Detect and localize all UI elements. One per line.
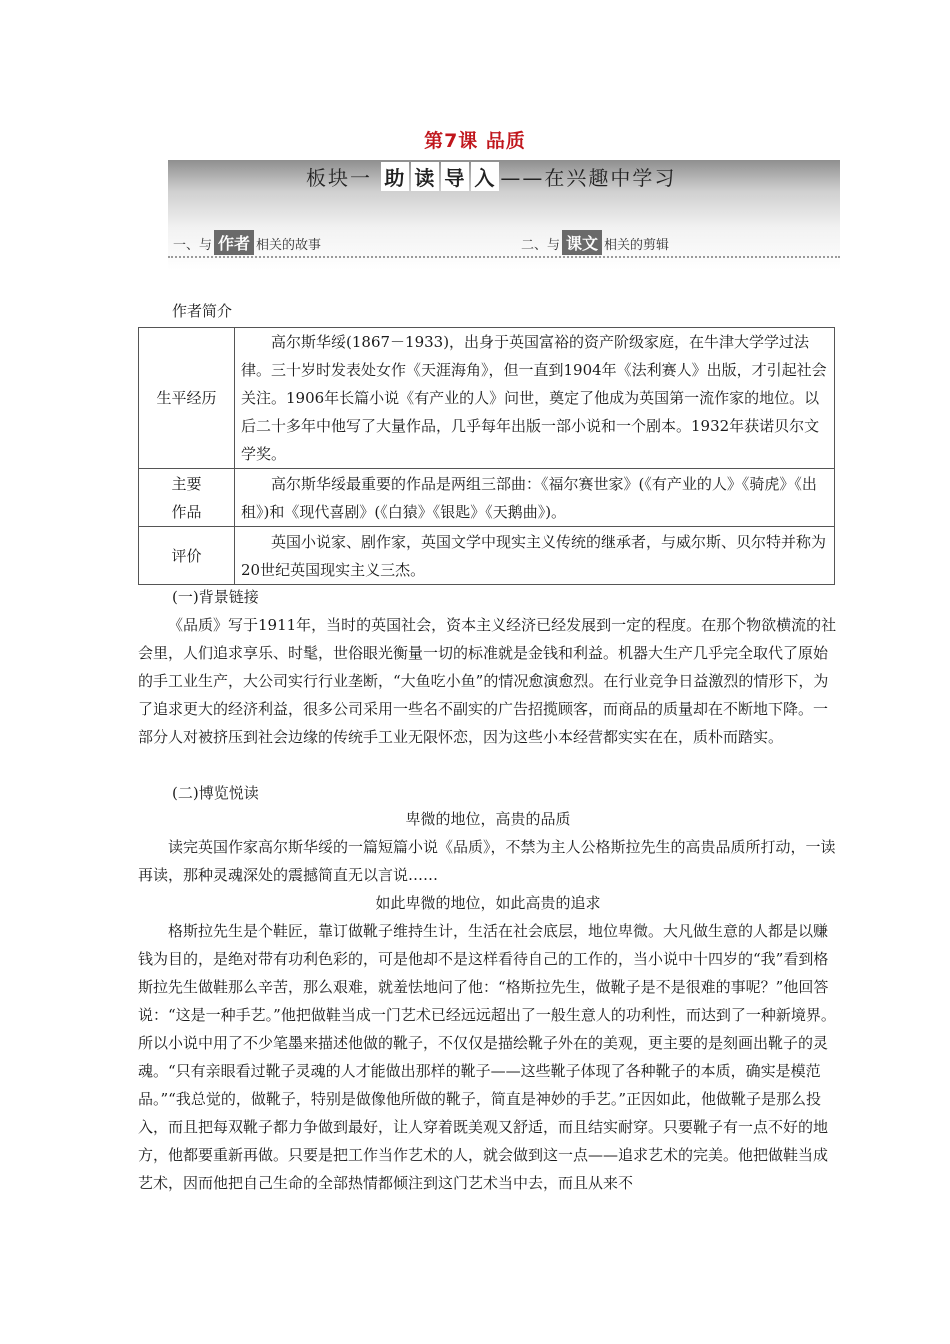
reading-heading: (二)博览悦读 [172, 784, 259, 802]
section-banner [168, 160, 840, 270]
row-label [139, 469, 235, 527]
section2-suffix: 相关的剪辑 [604, 238, 670, 253]
row-label-line: 主要 [171, 474, 202, 493]
row-label: 评价 [139, 527, 235, 585]
section2-prefix: 二、与 [521, 238, 561, 253]
background-heading: (一)背景链接 [172, 588, 259, 606]
background-text: 《品质》写于1911年，当时的英国社会，资本主义经济已经发展到一定的程度。在那个物欲横流的社会里，人们追求享乐、时髦，世俗眼光衡量一切的标准就是金钱和利益。机器大生产几乎完全取代了原始的手工业生产，大公司实行行业垄断，“大鱼吃小鱼”的情况愈演愈烈。在行业竞争日益激烈的情形下，为了追求更大的经济利益，很多公司采用一些名不副实的广告招揽顾客，而商品的质量却在不断地下降。一部分人对被挤压到社会边缘的传统手工业无限怀恋，因为这些小本经营都实实在在，质朴而踏实。 [138, 616, 837, 746]
lesson-title: 第7课 品质 [424, 130, 526, 152]
section1-suffix: 相关的故事 [256, 238, 322, 253]
section1-chip: 作者 [214, 230, 254, 255]
row-label-line: 作品 [171, 502, 202, 521]
intro-heading: 作者简介 [172, 302, 233, 320]
banner-highlight-char: 入 [471, 162, 499, 191]
article-intro: 读完英国作家高尔斯华绥的一篇短篇小说《品质》，不禁为主人公格斯拉先生的高贵品质所打动，一读再读，那种灵魂深处的震撼简直无以言说…… [138, 838, 836, 884]
article-title: 卑微的地位，高贵的品质 [405, 810, 571, 828]
table-row [139, 527, 835, 585]
article-subtitle: 如此卑微的地位，如此高贵的追求 [375, 894, 601, 912]
table-row [139, 328, 835, 469]
row-content: 高尔斯华绥最重要的作品是两组三部曲：《福尔赛世家》(《有产业的人》《骑虎》《出租》)和《现代喜剧》(《白猿》《银匙》《天鹅曲》)。 [235, 469, 835, 527]
section1-prefix: 一、与 [173, 238, 213, 253]
section2-chip: 课文 [562, 230, 602, 255]
article-body: 格斯拉先生是个鞋匠，靠订做靴子维持生计，生活在社会底层，地位卑微。大凡做生意的人都是以赚钱为目的，是绝对带有功利色彩的，可是他却不是这样看待自己的工作的，当小说中十四岁的“我”看到格斯拉先生做鞋那么辛苦，那么艰难，就羞怯地问了他：“格斯拉先生，做靴子是不是很难的事呢？”他回答说：“这是一种手艺。”他把做鞋当成一门艺术已经远远超出了一般生意人的功利性，而达到了一种新境界。所以小说中用了不少笔墨来描述他做的靴子，不仅仅是描绘靴子外在的美观，更主要的是刻画出靴子的灵魂。“只有亲眼看过靴子灵魂的人才能做出那样的靴子——这些靴子体现了各种靴子的本质，确实是模范品。”“我总觉的，做靴子，特别是做像他所做的靴子，简直是神妙的手艺。”正因如此，他做靴子是那么投入，而且把每双靴子都力争做到最好，让人穿着既美观又舒适，而且结实耐穿。只要靴子有一点不好的地方，他都要重新再做。只要是把工作当作艺术的人，就会做到这一点——追求艺术的完美。他把做鞋当成艺术，因而他把自己生命的全部热情都倾注到这门艺术当中去，而且从来不 [138, 922, 836, 1192]
author-stories-label [173, 230, 321, 255]
author-info-table [138, 327, 835, 585]
row-label: 生平经历 [139, 328, 235, 469]
row-content: 高尔斯华绥(1867－1933)，出身于英国富裕的资产阶级家庭，在牛津大学学过法律。三十岁时发表处女作《天涯海角》，但一直到1904年《法利赛人》出版，才引起社会关注。1906年长篇小说《有产业的人》问世，奠定了他成为英国第一流作家的地位。以后二十多年中他写了大量作品，几乎每年出版一部小说和一个剧本。1932年获诺贝尔文学奖。 [235, 328, 835, 469]
banner-prefix: 板块一 [306, 166, 372, 190]
banner-highlight-char: 助 [381, 162, 409, 191]
banner-highlight-char: 导 [441, 162, 469, 191]
row-content: 英国小说家、剧作家，英国文学中现实主义传统的继承者，与威尔斯、贝尔特并称为20世纪英国现实主义三杰。 [235, 527, 835, 585]
dotted-divider [168, 256, 840, 258]
table-row [139, 469, 835, 527]
banner-highlight-char: 读 [411, 162, 439, 191]
text-clips-label [521, 230, 669, 255]
banner-suffix: ——在兴趣中学习 [500, 166, 677, 190]
banner-title [306, 162, 676, 191]
